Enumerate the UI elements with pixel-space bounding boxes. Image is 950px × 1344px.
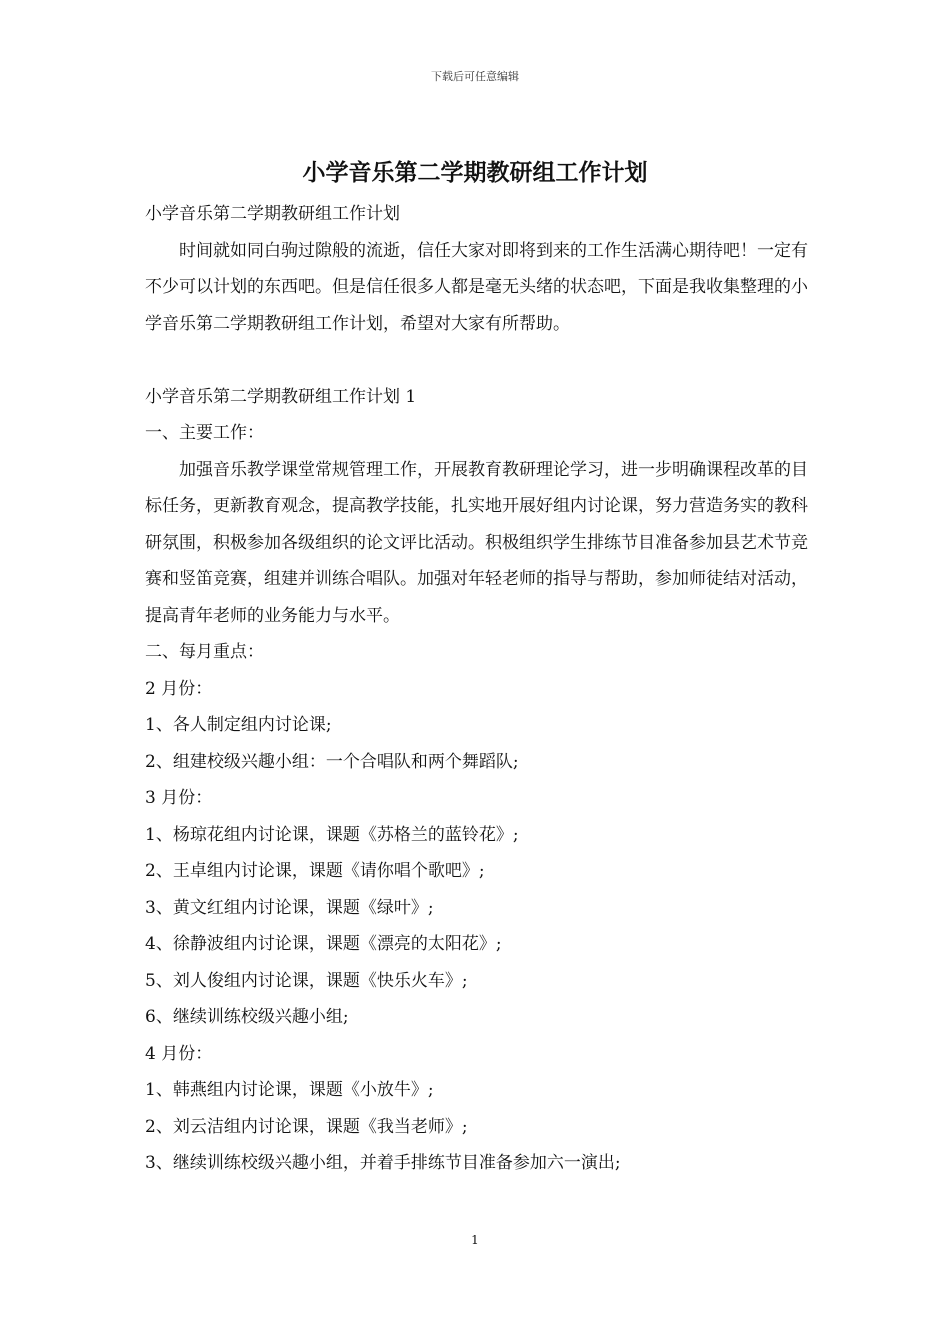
list-item: 4、徐静波组内讨论课，课题《漂亮的太阳花》; <box>145 934 502 954</box>
main-work-heading: 一、主要工作： <box>145 423 264 443</box>
page-number: 1 <box>471 1233 479 1247</box>
subtitle: 小学音乐第二学期教研组工作计划 <box>145 204 400 224</box>
month-label-apr: 4 月份： <box>145 1043 213 1064</box>
monthly-heading: 二、每月重点： <box>145 642 264 662</box>
month-label-feb: 2 月份： <box>145 678 213 699</box>
month-label-mar: 3 月份： <box>145 788 213 808</box>
list-item: 6、继续训练校级兴趣小组; <box>145 1007 349 1027</box>
list-item: 2、王卓组内讨论课，课题《请你唱个歌吧》; <box>145 861 485 881</box>
intro-paragraph: 时间就如同白驹过隙般的流逝，信任大家对即将到来的工作生活满心期待吧！一定有不少可以计划的东西吧。但是信任很多人都是毫无头绪的状态吧，下面是我收集整理的小学音乐第二学期教研组工作计划，希望对大家有所帮助。 <box>145 240 808 334</box>
list-item: 2、刘云洁组内讨论课，课题《我当老师》; <box>145 1116 468 1137</box>
section-title: 小学音乐第二学期教研组工作计划 1 <box>145 386 417 407</box>
list-item: 1、各人制定组内讨论课; <box>145 715 332 735</box>
spacer <box>145 342 813 379</box>
list-item: 1、韩燕组内讨论课，课题《小放牛》; <box>145 1080 434 1100</box>
list-item: 1、杨琼花组内讨论课，课题《苏格兰的蓝铃花》; <box>145 824 519 845</box>
list-item: 5、刘人俊组内讨论课，课题《快乐火车》; <box>145 970 468 991</box>
list-item: 2、组建校级兴趣小组：一个合唱队和两个舞蹈队; <box>145 751 519 772</box>
main-work-paragraph: 加强音乐教学课堂常规管理工作，开展教育教研理论学习，进一步明确课程改革的目标任务，更新教育观念，提高教学技能，扎实地开展好组内讨论课，努力营造务实的教科研氛围，积极参加各级组织的论文评比活动。积极组织学生排练节目准备参加县艺术节竞赛和竖笛竞赛，组建并训练合唱队。加强对年轻老师的指导与帮助，参加师徒结对活动，提高青年老师的业务能力与水平。 <box>145 459 808 626</box>
list-item: 3、黄文红组内讨论课，课题《绿叶》; <box>145 897 434 918</box>
document-title: 小学音乐第二学期教研组工作计划 <box>302 159 648 186</box>
header-note: 下载后可任意编辑 <box>431 70 519 83</box>
document-body <box>145 196 813 1182</box>
list-item: 3、继续训练校级兴趣小组，并着手排练节目准备参加六一演出; <box>145 1153 621 1173</box>
